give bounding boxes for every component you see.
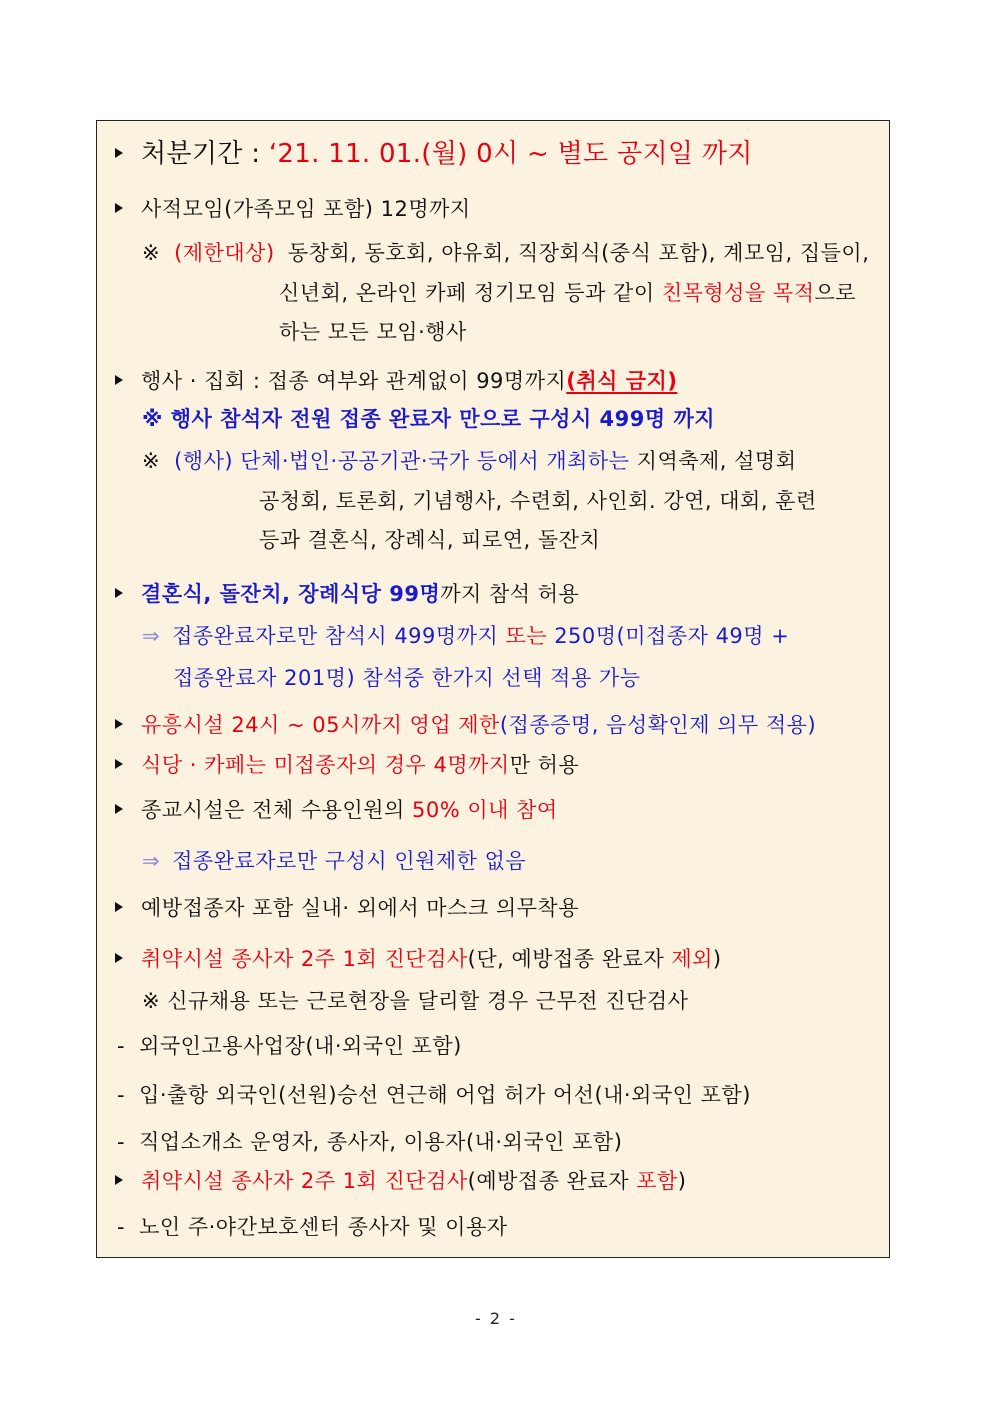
dash-icon: - bbox=[117, 1215, 126, 1239]
triangle-bullet-icon bbox=[115, 148, 123, 158]
dash-icon: - bbox=[117, 1130, 126, 1154]
test1-sub-1 bbox=[117, 1081, 751, 1109]
test1-black: (단, 예방접종 완료자 bbox=[467, 947, 672, 971]
religion-sub bbox=[142, 847, 526, 875]
restriction-note-line2 bbox=[279, 279, 856, 307]
restriction-note-line3 bbox=[279, 318, 467, 346]
test2-black: (예방접종 완료자 bbox=[467, 1169, 637, 1193]
entertainment-red: 유흥시설 24시 ~ 05시까지 영업 제한 bbox=[141, 713, 500, 737]
private-gathering-text: 사적모임(가족모임 포함) 12명까지 bbox=[141, 197, 471, 221]
ceremony-sub1 bbox=[142, 622, 789, 650]
triangle-bullet-icon bbox=[115, 902, 123, 912]
events-note2-line3 bbox=[259, 526, 600, 554]
restriction-text: 동창회, 동호회, 야유회, 직장회식(중식 포함), 계모임, 집들이, bbox=[287, 241, 870, 265]
ceremony-line bbox=[115, 580, 579, 608]
notice-box bbox=[96, 120, 890, 1258]
events-note2-text: 등과 결혼식, 장례식, 피로연, 돌잔치 bbox=[259, 528, 601, 552]
ceremony-sub2 bbox=[173, 664, 640, 692]
restaurant-red: 식당 · 카페는 미접종자의 경우 4명까지 bbox=[141, 753, 510, 777]
period-line bbox=[115, 137, 753, 171]
test1-line bbox=[115, 945, 722, 973]
events-note2-text: 공청회, 토론회, 기념행사, 수련회, 사인회. 강연, 대회, 훈련 bbox=[259, 489, 817, 513]
arrow-icon: ⇒ bbox=[142, 849, 161, 873]
test1-sub-text: 직업소개소 운영자, 종사자, 이용자(내·외국인 포함) bbox=[139, 1130, 623, 1154]
restriction-text: 하는 모든 모임·행사 bbox=[279, 320, 467, 344]
religion-line bbox=[115, 796, 558, 824]
mask-line bbox=[115, 894, 579, 922]
triangle-bullet-icon bbox=[115, 588, 123, 598]
entertainment-blue: (접종증명, 음성확인제 의무 적용) bbox=[499, 713, 817, 737]
reference-mark-icon: ※ bbox=[142, 241, 161, 265]
events-text: 행사 · 집회 : 접종 여부와 관계없이 99명까지 bbox=[141, 369, 567, 393]
test2-sub-0 bbox=[117, 1213, 508, 1241]
events-note1 bbox=[142, 405, 715, 433]
period-value: ‘21. 11. 01.(월) 0시 ~ 별도 공지일 까지 bbox=[268, 139, 753, 169]
test2-line bbox=[115, 1167, 686, 1195]
events-note2-blue: (행사) 단체·법인·공공기관·국가 등에서 개최하는 bbox=[174, 449, 637, 473]
ceremony-sub-text: 접종완료자 201명) 참석중 한가지 선택 적용 가능 bbox=[173, 666, 641, 690]
test1-sub-0 bbox=[117, 1032, 462, 1060]
triangle-bullet-icon bbox=[115, 719, 123, 729]
reference-mark-icon: ※ bbox=[142, 449, 161, 473]
mask-text: 예방접종자 포함 실내· 외에서 마스크 의무착용 bbox=[141, 896, 579, 920]
events-note2-line2 bbox=[259, 487, 817, 515]
ceremony-black: 까지 참석 허용 bbox=[440, 582, 580, 606]
entertainment-line bbox=[115, 711, 816, 739]
triangle-bullet-icon bbox=[115, 1175, 123, 1185]
restriction-emphasis: 친목형성을 목적 bbox=[661, 281, 815, 305]
religion-red: 50% 이내 참여 bbox=[411, 798, 558, 822]
page-number: - 2 - bbox=[475, 1309, 517, 1328]
test1-sub-text: 외국인고용사업장(내·외국인 포함) bbox=[139, 1034, 462, 1058]
restriction-text: 으로 bbox=[814, 281, 857, 305]
triangle-bullet-icon bbox=[115, 203, 123, 213]
restriction-note-line1 bbox=[142, 239, 869, 267]
triangle-bullet-icon bbox=[115, 804, 123, 814]
ceremony-or: 또는 bbox=[505, 624, 548, 648]
arrow-icon: ⇒ bbox=[142, 624, 161, 648]
ceremony-sub-text: 250명(미접종자 49명 + bbox=[547, 624, 790, 648]
events-note2-line1 bbox=[142, 447, 797, 475]
test2-include: 포함 bbox=[636, 1169, 678, 1193]
test1-red: 취약시설 종사자 2주 1회 진단검사 bbox=[141, 947, 468, 971]
period-label: 처분기간 : bbox=[141, 139, 269, 169]
test2-sub-text: 노인 주·야간보호센터 종사자 및 이용자 bbox=[139, 1215, 508, 1239]
triangle-bullet-icon bbox=[115, 759, 123, 769]
test1-note-text: ※ 신규채용 또는 근로현장을 달리할 경우 근무전 진단검사 bbox=[142, 989, 689, 1013]
triangle-bullet-icon bbox=[115, 953, 123, 963]
events-note2-black: 지역축제, 설명회 bbox=[636, 449, 797, 473]
restriction-label: (제한대상) bbox=[174, 241, 275, 265]
test1-exclude: 제외 bbox=[671, 947, 713, 971]
ceremony-blue: 결혼식, 돌잔치, 장례식당 99명 bbox=[141, 582, 441, 606]
test2-black: ) bbox=[677, 1169, 687, 1193]
dash-icon: - bbox=[117, 1083, 126, 1107]
religion-sub-text: 접종완료자로만 구성시 인원제한 없음 bbox=[172, 849, 527, 873]
test1-note bbox=[142, 987, 688, 1015]
test1-sub-text: 입·출항 외국인(선원)승선 연근해 어업 허가 어선(내·외국인 포함) bbox=[139, 1083, 751, 1107]
restaurant-black: 만 허용 bbox=[509, 753, 580, 777]
private-gathering-line bbox=[115, 195, 471, 223]
dash-icon: - bbox=[117, 1034, 126, 1058]
test1-sub-2 bbox=[117, 1128, 622, 1156]
restriction-text: 신년회, 온라인 카페 정기모임 등과 같이 bbox=[279, 281, 662, 305]
test2-red: 취약시설 종사자 2주 1회 진단검사 bbox=[141, 1169, 468, 1193]
no-eating-emphasis: (취식 금지) bbox=[566, 369, 678, 393]
triangle-bullet-icon bbox=[115, 375, 123, 385]
ceremony-sub-text: 접종완료자로만 참석시 499명까지 bbox=[172, 624, 506, 648]
events-note1-text: ※ 행사 참석자 전원 접종 완료자 만으로 구성시 499명 까지 bbox=[142, 407, 716, 431]
restaurant-line bbox=[115, 751, 579, 779]
test1-black: ) bbox=[712, 947, 722, 971]
events-line bbox=[115, 367, 677, 395]
religion-black: 종교시설은 전체 수용인원의 bbox=[141, 798, 412, 822]
